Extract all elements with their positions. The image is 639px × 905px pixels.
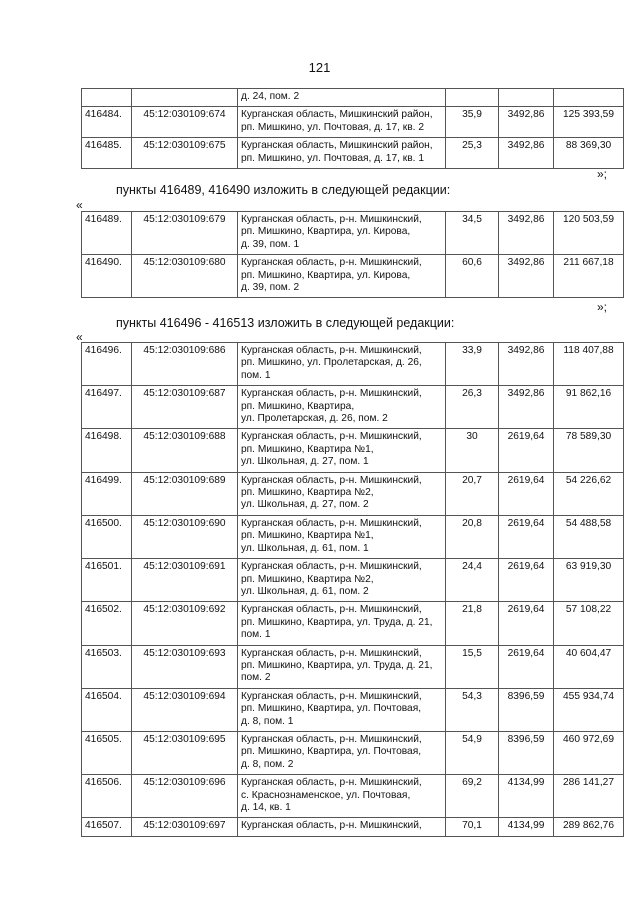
rate-cell: 8396,59 [499,688,554,731]
table-row [82,818,624,836]
address-line: д. 39, пом. 1 [241,238,300,250]
row-number-cell: 416498. [82,429,132,472]
address-line: Курганская область, р-н. Мишкинский, [241,474,422,486]
cadastral-number-cell: 45:12:030109:674 [132,107,238,138]
area-cell: 70,1 [446,818,499,836]
table-row [82,212,624,255]
address-cell [238,343,446,386]
rate-cell: 3492,86 [499,212,554,255]
value-cell: 120 503,59 [554,212,624,255]
address-line: Курганская область, р-н. Мишкинский, [241,647,422,659]
address-line: Курганская область, р-н. Мишкинский, [241,820,422,832]
address-line: д. 8, пом. 1 [241,715,294,727]
row-number-cell: 416490. [82,255,132,298]
address-line: рп. Мишкино, Квартира, ул. Кирова, [241,226,411,238]
address-line: Курганская область, р-н. Мишкинский, [241,431,422,443]
row-number-cell: 416485. [82,138,132,169]
rate-cell: 3492,86 [499,138,554,169]
address-line: ул. Пролетарская, д. 26, пом. 2 [241,413,388,425]
cadastral-number-cell: 45:12:030109:680 [132,255,238,298]
address-line: рп. Мишкино, Квартира, ул. Кирова, [241,269,411,281]
address-cell [238,775,446,818]
table-row [82,472,624,515]
table-block-2 [81,211,624,298]
table-row [82,775,624,818]
value-cell: 286 141,27 [554,775,624,818]
address-line: с. Краснознаменское, ул. Почтовая, [241,789,411,801]
cadastral-number-cell: 45:12:030109:692 [132,602,238,645]
cadastral-number-cell: 45:12:030109:688 [132,429,238,472]
area-cell: 20,8 [446,515,499,558]
address-line: д. 24, пом. 2 [241,91,300,102]
address-line: Курганская область, р-н. Мишкинский, [241,690,422,702]
row-number-cell: 416506. [82,775,132,818]
row-number-cell: 416500. [82,515,132,558]
area-cell: 25,3 [446,138,499,169]
address-line: Курганская область, р-н. Мишкинский, [241,777,422,789]
value-cell: 460 972,69 [554,731,624,774]
row-number-cell: 416505. [82,731,132,774]
rate-cell: 8396,59 [499,731,554,774]
address-cell [238,89,446,107]
value-cell: 40 604,47 [554,645,624,688]
address-cell [238,731,446,774]
rate-cell: 4134,99 [499,818,554,836]
instruction-text-2: пункты 416496 - 416513 изложить в следующей редакции: [116,316,455,330]
address-line: ул. Школьная, д. 61, пом. 2 [241,585,369,597]
address-line: Курганская область, р-н. Мишкинский, [241,345,422,356]
address-line: рп. Мишкино, Квартира, ул. Труда, д. 21, [241,659,433,671]
closing-quote-2: »; [596,300,607,314]
cadastral-number-cell: 45:12:030109:691 [132,559,238,602]
cadastral-number-cell: 45:12:030109:690 [132,515,238,558]
instruction-text-1: пункты 416489, 416490 изложить в следующей редакции: [116,183,451,197]
value-cell: 455 934,74 [554,688,624,731]
value-cell: 78 589,30 [554,429,624,472]
row-number-cell: 416497. [82,386,132,429]
area-cell: 24,4 [446,559,499,602]
address-line: пом. 1 [241,629,271,641]
address-cell [238,645,446,688]
address-line: д. 39, пом. 2 [241,282,300,294]
address-line: ул. Школьная, д. 61, пом. 1 [241,542,369,554]
area-cell: 20,7 [446,472,499,515]
address-line: ул. Школьная, д. 27, пом. 1 [241,456,369,468]
address-line: рп. Мишкино, Квартира, ул. Почтовая, [241,703,422,715]
row-number-cell: 416503. [82,645,132,688]
value-cell: 289 862,76 [554,818,624,836]
address-line: Курганская область, р-н. Мишкинский, [241,388,422,400]
row-number-cell: 416501. [82,559,132,602]
address-line: Курганская область, Мишкинский район, [241,109,433,121]
table-row [82,515,624,558]
rate-cell: 3492,86 [499,107,554,138]
rate-cell: 2619,64 [499,429,554,472]
address-line: рп. Мишкино, Квартира №2, [241,487,374,499]
address-line: Курганская область, р-н. Мишкинский, [241,257,422,269]
area-cell: 54,3 [446,688,499,731]
area-cell: 33,9 [446,343,499,386]
area-cell: 30 [446,429,499,472]
row-number-cell: 416499. [82,472,132,515]
row-number-cell: 416489. [82,212,132,255]
rate-cell: 2619,64 [499,559,554,602]
area-cell: 54,9 [446,731,499,774]
address-line: рп. Мишкино, ул. Пролетарская, д. 26, [241,357,422,369]
row-number-cell: 416496. [82,343,132,386]
address-cell [238,429,446,472]
address-cell [238,515,446,558]
address-cell [238,212,446,255]
cadastral-number-cell: 45:12:030109:679 [132,212,238,255]
table-row [82,138,624,169]
table-row [82,429,624,472]
rate-cell: 2619,64 [499,472,554,515]
address-line: рп. Мишкино, Квартира, ул. Труда, д. 21, [241,616,433,628]
table-row [82,107,624,138]
cadastral-number-cell: 45:12:030109:675 [132,138,238,169]
address-cell [238,818,446,836]
value-cell: 54 226,62 [554,472,624,515]
address-cell [238,688,446,731]
cadastral-number-cell [132,89,238,107]
cadastral-number-cell: 45:12:030109:689 [132,472,238,515]
table-row [82,559,624,602]
address-cell [238,386,446,429]
area-cell: 21,8 [446,602,499,645]
rate-cell: 2619,64 [499,602,554,645]
area-cell: 35,9 [446,107,499,138]
area-cell: 69,2 [446,775,499,818]
address-line: ул. Школьная, д. 27, пом. 2 [241,499,369,511]
row-number-cell: 416507. [82,818,132,836]
opening-quote-1: « [76,198,83,212]
cadastral-number-cell: 45:12:030109:696 [132,775,238,818]
address-line: пом. 1 [241,369,271,381]
table-row [82,386,624,429]
rate-cell [499,89,554,107]
row-number-cell: 416504. [82,688,132,731]
address-line: Курганская область, р-н. Мишкинский, [241,561,422,573]
row-number-cell: 416484. [82,107,132,138]
address-line: рп. Мишкино, ул. Почтовая, д. 17, кв. 2 [241,121,424,133]
address-line: рп. Мишкино, Квартира №1, [241,443,374,455]
cadastral-number-cell: 45:12:030109:697 [132,818,238,836]
address-cell [238,107,446,138]
address-line: рп. Мишкино, Квартира, [241,400,355,412]
opening-quote-2: « [76,330,83,344]
area-cell [446,89,499,107]
page-number: 121 [308,60,331,75]
table-row [82,89,624,107]
address-cell [238,472,446,515]
value-cell: 88 369,30 [554,138,624,169]
value-cell: 211 667,18 [554,255,624,298]
value-cell: 125 393,59 [554,107,624,138]
table-block-3 [81,342,624,837]
table-row [82,731,624,774]
address-cell [238,138,446,169]
table-row [82,645,624,688]
rate-cell: 3492,86 [499,255,554,298]
address-line: рп. Мишкино, Квартира, ул. Почтовая, [241,746,422,758]
cadastral-number-cell: 45:12:030109:695 [132,731,238,774]
row-number-cell: 416502. [82,602,132,645]
table-row [82,343,624,386]
address-line: д. 14, кв. 1 [241,802,291,813]
address-line: Курганская область, Мишкинский район, [241,140,433,152]
rate-cell: 4134,99 [499,775,554,818]
address-line: д. 8, пом. 2 [241,758,294,770]
cadastral-number-cell: 45:12:030109:686 [132,343,238,386]
value-cell: 91 862,16 [554,386,624,429]
rate-cell: 3492,86 [499,343,554,386]
address-line: Курганская область, р-н. Мишкинский, [241,517,422,529]
value-cell: 57 108,22 [554,602,624,645]
area-cell: 26,3 [446,386,499,429]
address-line: Курганская область, р-н. Мишкинский, [241,214,422,225]
address-line: Курганская область, р-н. Мишкинский, [241,604,422,616]
value-cell: 63 919,30 [554,559,624,602]
address-cell [238,602,446,645]
table-row [82,255,624,298]
rate-cell: 2619,64 [499,645,554,688]
value-cell: 54 488,58 [554,515,624,558]
value-cell [554,89,624,107]
table-row [82,602,624,645]
address-cell [238,255,446,298]
address-line: пом. 2 [241,672,271,684]
cadastral-number-cell: 45:12:030109:694 [132,688,238,731]
address-cell [238,559,446,602]
area-cell: 60,6 [446,255,499,298]
rate-cell: 2619,64 [499,515,554,558]
closing-quote-1: »; [596,167,607,181]
address-line: рп. Мишкино, Квартира №1, [241,530,374,542]
address-line: Курганская область, р-н. Мишкинский, [241,733,422,745]
area-cell: 34,5 [446,212,499,255]
value-cell: 118 407,88 [554,343,624,386]
table-block-1 [81,88,624,169]
cadastral-number-cell: 45:12:030109:687 [132,386,238,429]
area-cell: 15,5 [446,645,499,688]
table-row [82,688,624,731]
rate-cell: 3492,86 [499,386,554,429]
row-number-cell [82,89,132,107]
address-line: рп. Мишкино, Квартира №2, [241,573,374,585]
address-line: рп. Мишкино, ул. Почтовая, д. 17, кв. 1 [241,152,424,164]
cadastral-number-cell: 45:12:030109:693 [132,645,238,688]
